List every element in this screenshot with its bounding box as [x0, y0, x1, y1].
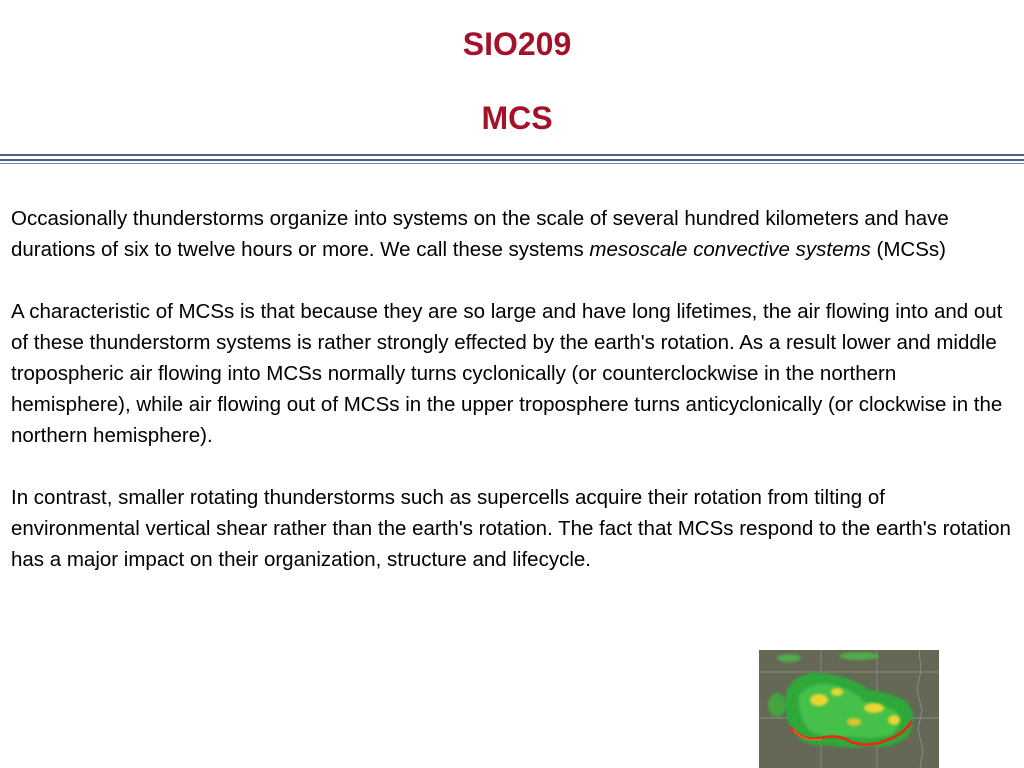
header-divider-bottom: [0, 163, 1024, 164]
paragraph-1-emphasis: mesoscale convective systems: [589, 238, 871, 261]
course-title: SIO209: [462, 26, 572, 62]
paragraph-1-text: Occasionally thunderstorms organize into systems on the scale of several hundred kilometers and have durations of six to twelve hours or more. We call these systems: [11, 207, 949, 261]
paragraph-2: A characteristic of MCSs is that because they are so large and have long lifetimes, the air flowing into and out of these thunderstorm systems is rather strongly effected by the earth's rotation. As a result lower and middle tropospheric air flowing into MCSs normally turns cyclonically (or counterclockwise in the northern hemisphere), while air flowing out of MCSs in the upper troposphere turns anticyclonically (or clockwise in the northern hemisphere).: [11, 300, 1003, 447]
header-divider-top: [0, 154, 1024, 156]
topic-title: MCS: [481, 100, 553, 136]
paragraph-3: In contrast, smaller rotating thunderstorms such as supercells acquire their rotation from tilting of environmental vertical shear rather than the earth's rotation. The fact that MCSs respond to the earth's rotation has a major impact on their organization, structure and lifecycle.: [11, 486, 1011, 571]
body-text: [11, 203, 1017, 606]
paragraph-1: [11, 203, 1017, 265]
paragraph-1-suffix: (MCSs): [870, 238, 946, 261]
header-divider-middle: [0, 159, 1024, 161]
radar-image: [759, 650, 939, 768]
